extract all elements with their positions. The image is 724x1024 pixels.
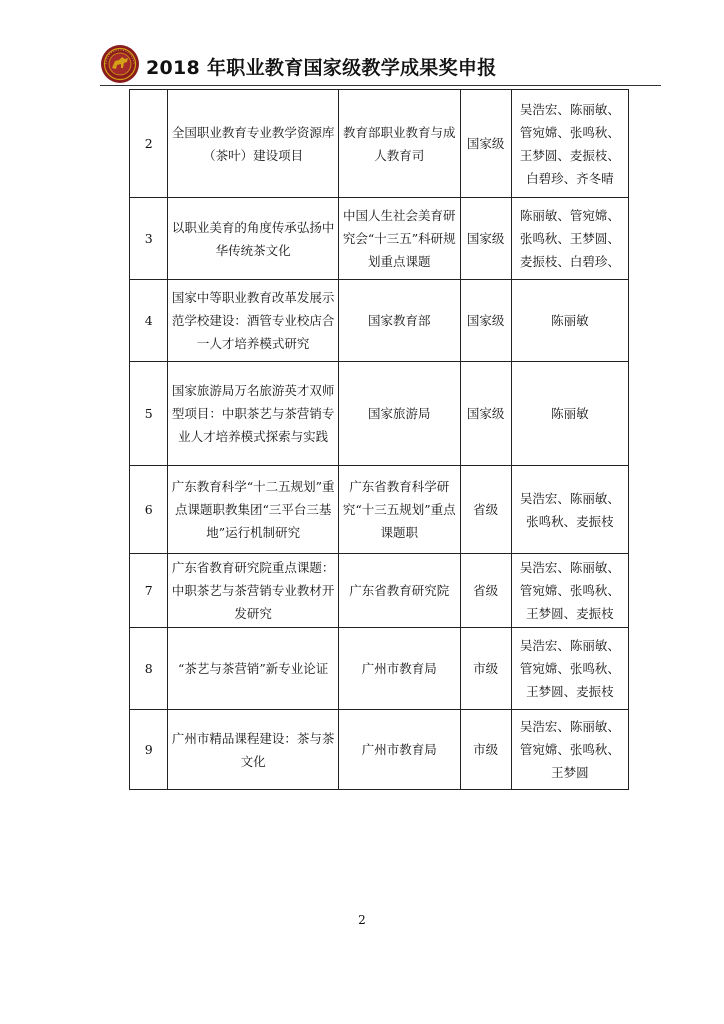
table-row [130, 280, 629, 362]
award-level: 市级 [460, 710, 511, 790]
member-line: 陈丽敏 [551, 406, 589, 421]
award-level: 国家级 [460, 362, 511, 466]
member-line: 陈丽敏、管宛嫦、 [519, 208, 620, 223]
member-line: 吴浩宏、陈丽敏、 [519, 490, 620, 506]
team-members [511, 90, 628, 198]
table-row [130, 466, 629, 554]
row-number: 9 [130, 710, 168, 790]
row-number: 7 [130, 554, 168, 628]
row-number: 8 [130, 628, 168, 710]
issuing-organization: 国家教育部 [338, 280, 460, 362]
team-members [511, 710, 628, 790]
member-line: 吴浩宏、陈丽敏、 [519, 101, 620, 117]
issuing-organization: 中国人生社会美育研究会“十三五”科研规划重点课题 [338, 198, 460, 280]
award-level: 国家级 [460, 280, 511, 362]
achievement-table [129, 89, 629, 790]
team-members [511, 280, 628, 362]
table-body [130, 90, 629, 790]
member-line: 白碧珍、齐冬晴 [526, 170, 614, 186]
row-number: 4 [130, 280, 168, 362]
member-line: 麦振枝、白碧珍、 [519, 254, 620, 269]
page-number: 2 [358, 913, 366, 927]
member-line: 管宛嫦、张鸣秋、 [519, 661, 620, 676]
project-name: 全国职业教育专业教学资源库（茶叶）建设项目 [168, 90, 339, 198]
project-name: 广东省教育研究院重点课题：中职茶艺与茶营销专业教材开发研究 [168, 554, 339, 628]
issuing-organization: 广东省教育研究院 [338, 554, 460, 628]
member-line: 管宛嫦、张鸣秋、 [519, 583, 620, 598]
team-members [511, 198, 628, 280]
issuing-organization: 广东省教育科学研究“十三五规划”重点课题职 [338, 466, 460, 554]
member-line: 管宛嫦、张鸣秋、 [519, 742, 620, 757]
issuing-organization: 广州市教育局 [338, 628, 460, 710]
issuing-organization: 教育部职业教育与成人教育司 [338, 90, 460, 198]
member-line: 吴浩宏、陈丽敏、 [519, 719, 620, 734]
award-level: 国家级 [460, 90, 511, 198]
member-line: 陈丽敏 [551, 313, 589, 328]
project-name: 以职业美育的角度传承弘扬中华传统茶文化 [168, 198, 339, 280]
member-line: 王梦圆 [551, 765, 589, 780]
project-name: 广东教育科学“十二五规划”重点课题职教集团“三平台三基地”运行机制研究 [168, 466, 339, 554]
award-level: 省级 [460, 554, 511, 628]
project-name: 国家中等职业教育改革发展示范学校建设：酒管专业校店合一人才培养模式研究 [168, 280, 339, 362]
team-members [511, 466, 628, 554]
project-name: “茶艺与茶营销”新专业论证 [168, 628, 339, 710]
table-row [130, 628, 629, 710]
team-members [511, 362, 628, 466]
member-line: 王梦圆、麦振枝 [526, 684, 614, 699]
page-title: 2018 年职业教育国家级教学成果奖申报 [146, 57, 497, 79]
member-line: 张鸣秋、王梦圆、 [519, 231, 620, 246]
row-number: 5 [130, 362, 168, 466]
table-row [130, 198, 629, 280]
row-number: 2 [130, 90, 168, 198]
table-row [130, 90, 629, 198]
header-divider [100, 85, 661, 86]
award-level: 市级 [460, 628, 511, 710]
member-line: 王梦圆、麦振枝、 [519, 147, 620, 163]
school-emblem-icon [100, 44, 140, 84]
issuing-organization: 广州市教育局 [338, 710, 460, 790]
member-line: 张鸣秋、麦振枝 [526, 513, 614, 529]
member-line: 王梦圆、麦振枝 [526, 606, 614, 621]
table-row [130, 710, 629, 790]
award-level: 国家级 [460, 198, 511, 280]
team-members [511, 628, 628, 710]
row-number: 6 [130, 466, 168, 554]
project-name: 国家旅游局万名旅游英才双师型项目：中职茶艺与茶营销专业人才培养模式探索与实践 [168, 362, 339, 466]
table-row [130, 362, 629, 466]
member-line: 吴浩宏、陈丽敏、 [519, 638, 620, 653]
row-number: 3 [130, 198, 168, 280]
team-members [511, 554, 628, 628]
issuing-organization: 国家旅游局 [338, 362, 460, 466]
page-header [100, 44, 660, 88]
award-level: 省级 [460, 466, 511, 554]
member-line: 吴浩宏、陈丽敏、 [519, 560, 620, 575]
table-row [130, 554, 629, 628]
member-line: 管宛嫦、张鸣秋、 [519, 124, 620, 140]
project-name: 广州市精品课程建设：茶与茶文化 [168, 710, 339, 790]
